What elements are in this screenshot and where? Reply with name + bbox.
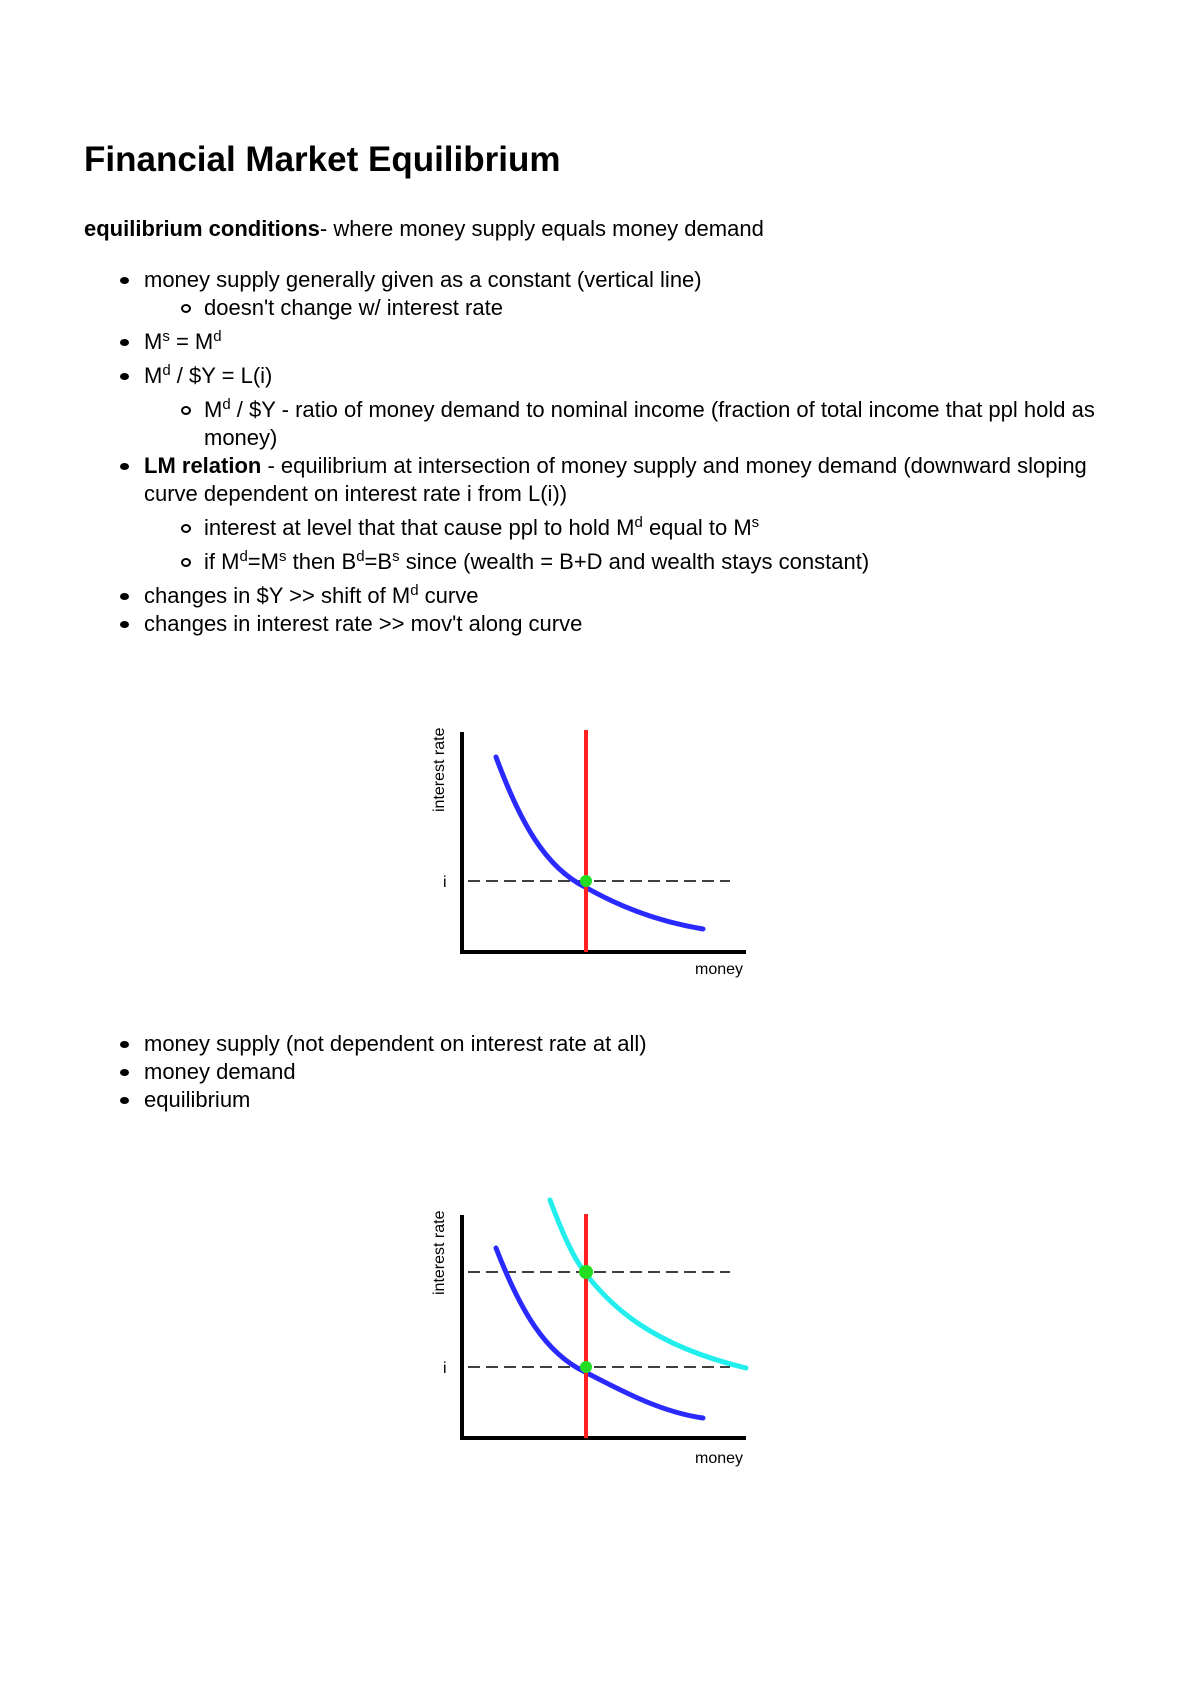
list-item-text: money supply (not dependent on interest rate at all) [144,1031,647,1056]
money-demand-curve [496,757,703,929]
x-axis-label: money [695,961,744,978]
demand-shift-figure [420,1190,780,1480]
list-item [118,1058,1118,1086]
i-label: i [443,1360,447,1377]
list-item [118,1086,1118,1114]
list-item-text: money demand [144,1059,296,1084]
list-item: LM relation - equilibrium at intersection of money supply and money demand (downward sloping curve dependent on interest rate i from L(i)) [118,452,1118,508]
list-item-text: money supply generally given as a constant (vertical line) [144,267,702,292]
sub-list-item: if $M^d=M^s$ then $B^d=B^s$ since (wealth = B+D and wealth stays constant) [118,548,1118,576]
intro-term: equilibrium conditions [84,216,320,241]
new-equilibrium-point [579,1265,593,1279]
list-item-text: equilibrium [144,1087,251,1112]
conditions-list [118,266,1118,638]
sub-list-item: interest at level that that cause ppl to hold $M^d$ equal to $M^s$ [118,514,1118,542]
list-item: $M^d$ / $Y = L(i) [118,362,1118,390]
list-item [118,1030,1118,1058]
sub-list-item: $M^d$ / $Y - ratio of money demand to nominal income (fraction of total income that ppl hold as money) [118,396,1118,452]
shifted-money-demand-curve [550,1200,746,1368]
list-item [118,610,1118,638]
list-item-text: changes in interest rate >> mov't along curve [144,611,583,636]
lm-relation-term: LM relation [144,453,262,478]
list-item: changes in $Y >> shift of $M^d$ curve [118,582,1118,610]
legend-list [118,1030,1118,1114]
page-title: Financial Market Equilibrium [84,140,561,179]
intro-text: - where money supply equals money demand [319,216,764,241]
i-label: i [443,874,447,891]
equilibrium-point [580,1361,592,1373]
y-axis-label: interest rate [431,727,448,812]
equilibrium-point [580,875,592,887]
equilibrium-figure [420,712,780,982]
list-item: $M^s = M^d$ [118,328,1118,356]
sub-list-item [118,294,1118,322]
x-axis-label: money [695,1450,744,1467]
y-axis-label: interest rate [431,1210,448,1295]
list-item-text: doesn't change w/ interest rate [204,295,503,320]
money-demand-curve [496,1248,703,1418]
list-item [118,266,1118,294]
intro-paragraph [84,215,764,243]
